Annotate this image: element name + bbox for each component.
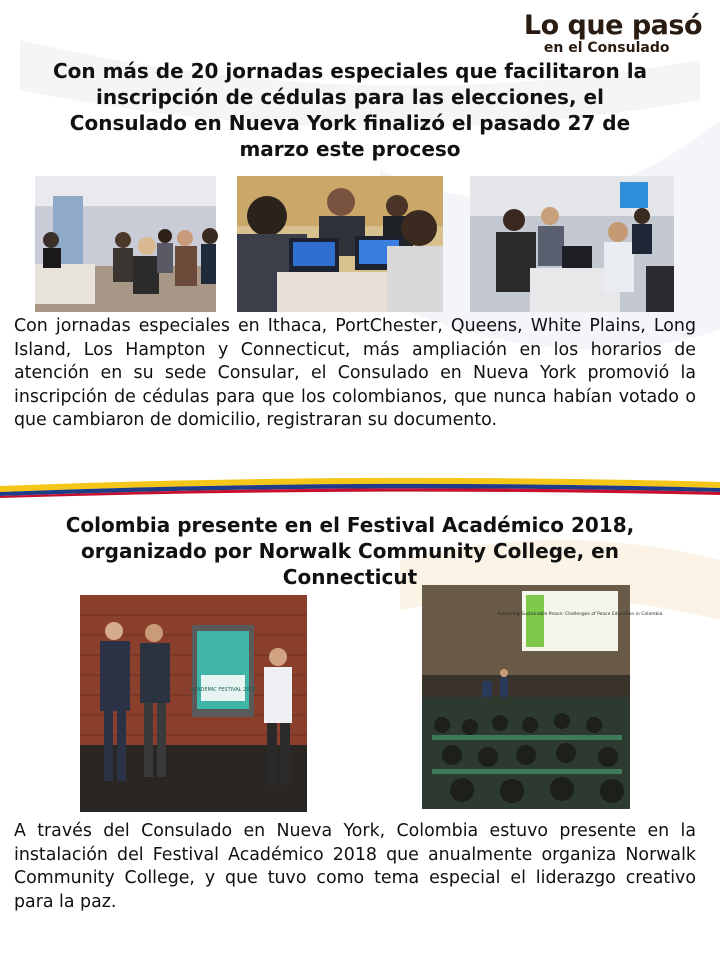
- article-1-body: Con jornadas especiales en Ithaca, PortChester, Queens, White Plains, Long Island, Los Hampton y Connecticut, más ampliación en los horarios de atención en su sede Consular, el Consulado en Nueva York promovió la inscripción de cédulas para que los colombianos, que nunca habían votado o que cambiaron de domicilio, registraran su documento.: [14, 316, 696, 430]
- logo-title: Lo que pasó: [523, 10, 702, 41]
- photo-voter-registration: [470, 176, 674, 312]
- article-2-body: A través del Consulado en Nueva York, Colombia estuvo presente en la instalación del Festival Académico 2018 que anualmente organiza Norwalk Community College, y que tuvo como tema especial el liderazgo creativo para la paz.: [14, 821, 696, 912]
- logo-subtitle: en el Consulado: [543, 40, 670, 56]
- photo-festival-delegation: [80, 595, 307, 812]
- screen-text: Achieving Sustainable Peace: Challenges of Peace Education in Colombia: [497, 612, 663, 617]
- flag-stripe-divider: [0, 468, 720, 498]
- poster-text: ACADEMIC FESTIVAL 2018: [190, 687, 256, 693]
- photo-festival-auditorium: [422, 585, 663, 809]
- newsletter-logo: [524, 12, 702, 56]
- article-1-headline: Con más de 20 jornadas especiales que facilitaron la inscripción de cédulas para las elecciones, el Consulado en Nueva York finalizó el pasado 27 de marzo este proceso: [52, 59, 648, 161]
- article-2-headline: Colombia presente en el Festival Académico 2018, organizado por Norwalk Community College, en Connecticut: [65, 513, 635, 589]
- photo-consulate-line: [35, 176, 216, 312]
- photo-registration-desk: [237, 176, 443, 312]
